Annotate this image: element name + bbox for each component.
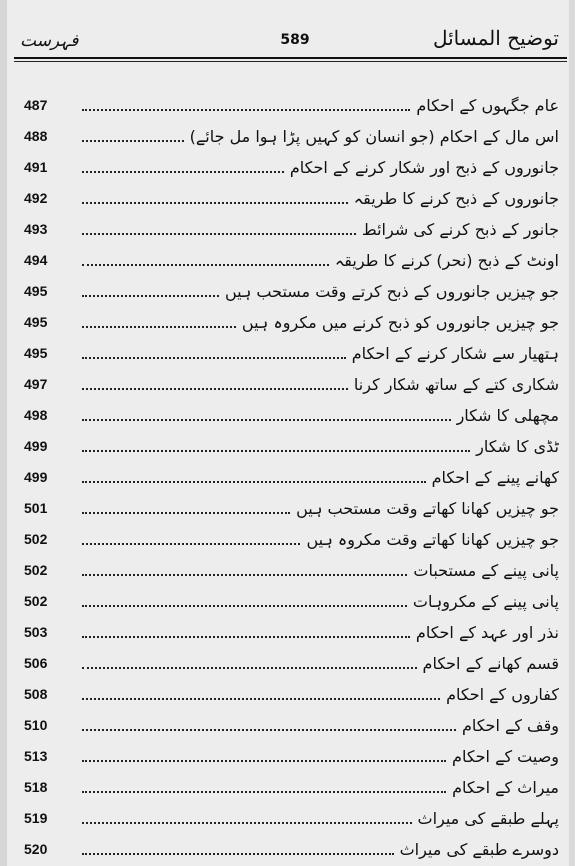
toc-leader-dots bbox=[82, 760, 446, 762]
toc-leader-dots bbox=[82, 698, 440, 700]
toc-entry-title: پانی پینے کے مستحبات bbox=[413, 561, 559, 580]
toc-leader-dots bbox=[82, 853, 394, 855]
toc-leader-dots bbox=[82, 264, 329, 266]
toc-row bbox=[0, 217, 575, 245]
toc-page-number: 518 bbox=[24, 779, 48, 795]
toc-row bbox=[0, 744, 575, 772]
toc-page-number: 499 bbox=[24, 438, 48, 454]
toc-row bbox=[0, 248, 575, 276]
toc-row bbox=[0, 341, 575, 369]
toc-entry-title: اس مال کے احکام (جو انسان کو کہیں پڑا ہوا مل جائے) bbox=[189, 127, 559, 146]
toc-leader-dots bbox=[82, 512, 290, 514]
header-section-title: فہرست bbox=[20, 31, 79, 51]
toc-row bbox=[0, 465, 575, 493]
toc-page-number: 502 bbox=[24, 593, 48, 609]
toc-leader-dots bbox=[82, 357, 346, 359]
toc-page-number: 510 bbox=[24, 717, 48, 733]
toc-page-number: 519 bbox=[24, 810, 48, 826]
toc-row bbox=[0, 837, 575, 865]
toc-row bbox=[0, 124, 575, 152]
header-book-title: توضیح المسائل bbox=[432, 26, 559, 50]
toc-row bbox=[0, 155, 575, 183]
toc-page-number: 491 bbox=[24, 159, 48, 175]
toc-page-number: 495 bbox=[24, 314, 48, 330]
toc-entry-title: جو چیزیں جانوروں کے ذبح کرتے وقت مستحب ہیں bbox=[224, 282, 559, 301]
toc-row bbox=[0, 775, 575, 803]
toc-page-number: 508 bbox=[24, 686, 48, 702]
toc-leader-dots bbox=[82, 605, 407, 607]
toc-entry-title: وقف کے احکام bbox=[461, 716, 559, 735]
toc-entry-title: جانور کے ذبح کرنے کی شرائط bbox=[361, 220, 559, 239]
toc-row bbox=[0, 403, 575, 431]
toc-leader-dots bbox=[82, 574, 407, 576]
toc-leader-dots bbox=[82, 636, 410, 638]
toc-entry-title: اونٹ کے ذبح (نحر) کرنے کا طریقہ bbox=[334, 251, 559, 270]
toc-page-number: 520 bbox=[24, 841, 48, 857]
toc-page-number: 492 bbox=[24, 190, 48, 206]
toc-entry-title: ٹڈی کا شکار bbox=[476, 437, 559, 456]
toc-leader-dots bbox=[82, 202, 348, 204]
toc-page-number: 495 bbox=[24, 345, 48, 361]
toc-page-number: 498 bbox=[24, 407, 48, 423]
toc-entry-title: مچھلی کا شکار bbox=[456, 406, 559, 425]
toc-entry-title: میراث کے احکام bbox=[452, 778, 559, 797]
toc-leader-dots bbox=[82, 419, 451, 421]
toc-entry-title: کھانے پینے کے احکام bbox=[431, 468, 559, 487]
toc-leader-dots bbox=[82, 171, 284, 173]
toc-row bbox=[0, 620, 575, 648]
header-page-number: 589 bbox=[280, 32, 310, 48]
toc-leader-dots bbox=[82, 667, 417, 669]
toc-page-number: 501 bbox=[24, 500, 48, 516]
toc-entry-title: پہلے طبقے کی میراث bbox=[417, 809, 559, 828]
toc-row bbox=[0, 651, 575, 679]
toc-page-number: 502 bbox=[24, 562, 48, 578]
toc-entry-title: جانوروں کے ذبح کرنے کا طریقہ bbox=[353, 189, 559, 208]
toc-entry-title: شکاری کتے کے ساتھ شکار کرنا bbox=[353, 375, 559, 394]
toc-leader-dots bbox=[82, 791, 446, 793]
toc-leader-dots bbox=[82, 295, 219, 297]
toc-row bbox=[0, 186, 575, 214]
toc-row bbox=[0, 496, 575, 524]
toc-row bbox=[0, 713, 575, 741]
toc-entry-title: وصیت کے احکام bbox=[452, 747, 559, 766]
toc-entry-title: نذر اور عہد کے احکام bbox=[415, 623, 559, 642]
toc-page-number: 503 bbox=[24, 624, 48, 640]
toc-row bbox=[0, 279, 575, 307]
toc-page-number: 493 bbox=[24, 221, 48, 237]
toc-page-number: 502 bbox=[24, 531, 48, 547]
toc-leader-dots bbox=[82, 822, 412, 824]
toc-entry-title: کفاروں کے احکام bbox=[446, 685, 559, 704]
toc-page-number: 487 bbox=[24, 97, 48, 113]
toc-row bbox=[0, 310, 575, 338]
toc-leader-dots bbox=[82, 326, 236, 328]
toc-row bbox=[0, 372, 575, 400]
toc-entry-title: جو چیزیں جانوروں کو ذبح کرنے میں مکروہ ہیں bbox=[241, 313, 559, 332]
toc-page-number: 495 bbox=[24, 283, 48, 299]
toc-leader-dots bbox=[82, 481, 426, 483]
toc-leader-dots bbox=[82, 729, 456, 731]
toc-entry-title: پانی پینے کے مکروہات bbox=[412, 592, 559, 611]
toc-entry-title: جو چیزیں کھانا کھاتے وقت مستحب ہیں bbox=[296, 499, 559, 518]
toc-leader-dots bbox=[82, 233, 356, 235]
page-header bbox=[0, 0, 575, 58]
toc-row bbox=[0, 558, 575, 586]
toc-entry-title: جانوروں کے ذبح اور شکار کرنے کے احکام bbox=[289, 158, 559, 177]
toc-leader-dots bbox=[82, 109, 410, 111]
toc-page-number: 499 bbox=[24, 469, 48, 485]
toc-leader-dots bbox=[82, 388, 348, 390]
toc-page-number: 488 bbox=[24, 128, 48, 144]
header-rule-thin bbox=[14, 61, 567, 62]
toc-entry-title: دوسرے طبقے کی میراث bbox=[399, 840, 559, 859]
toc-leader-dots bbox=[82, 543, 300, 545]
toc-entry-title: ہتھیار سے شکار کرنے کے احکام bbox=[351, 344, 559, 363]
toc-page-number: 494 bbox=[24, 252, 48, 268]
toc-row bbox=[0, 589, 575, 617]
toc-page-number: 506 bbox=[24, 655, 48, 671]
toc-entry-title: قسم کھانے کے احکام bbox=[422, 654, 559, 673]
header-rule bbox=[14, 57, 567, 59]
toc-entry-title: جو چیزیں کھانا کھاتے وقت مکروہ ہیں bbox=[306, 530, 559, 549]
toc-row bbox=[0, 806, 575, 834]
toc-row bbox=[0, 527, 575, 555]
toc-row bbox=[0, 93, 575, 121]
toc-page-number: 513 bbox=[24, 748, 48, 764]
toc-entry-title: عام جگہوں کے احکام bbox=[416, 96, 559, 115]
toc-leader-dots bbox=[82, 140, 184, 142]
toc-row bbox=[0, 682, 575, 710]
toc-row bbox=[0, 434, 575, 462]
toc-leader-dots bbox=[82, 450, 470, 452]
toc-page-number: 497 bbox=[24, 376, 48, 392]
